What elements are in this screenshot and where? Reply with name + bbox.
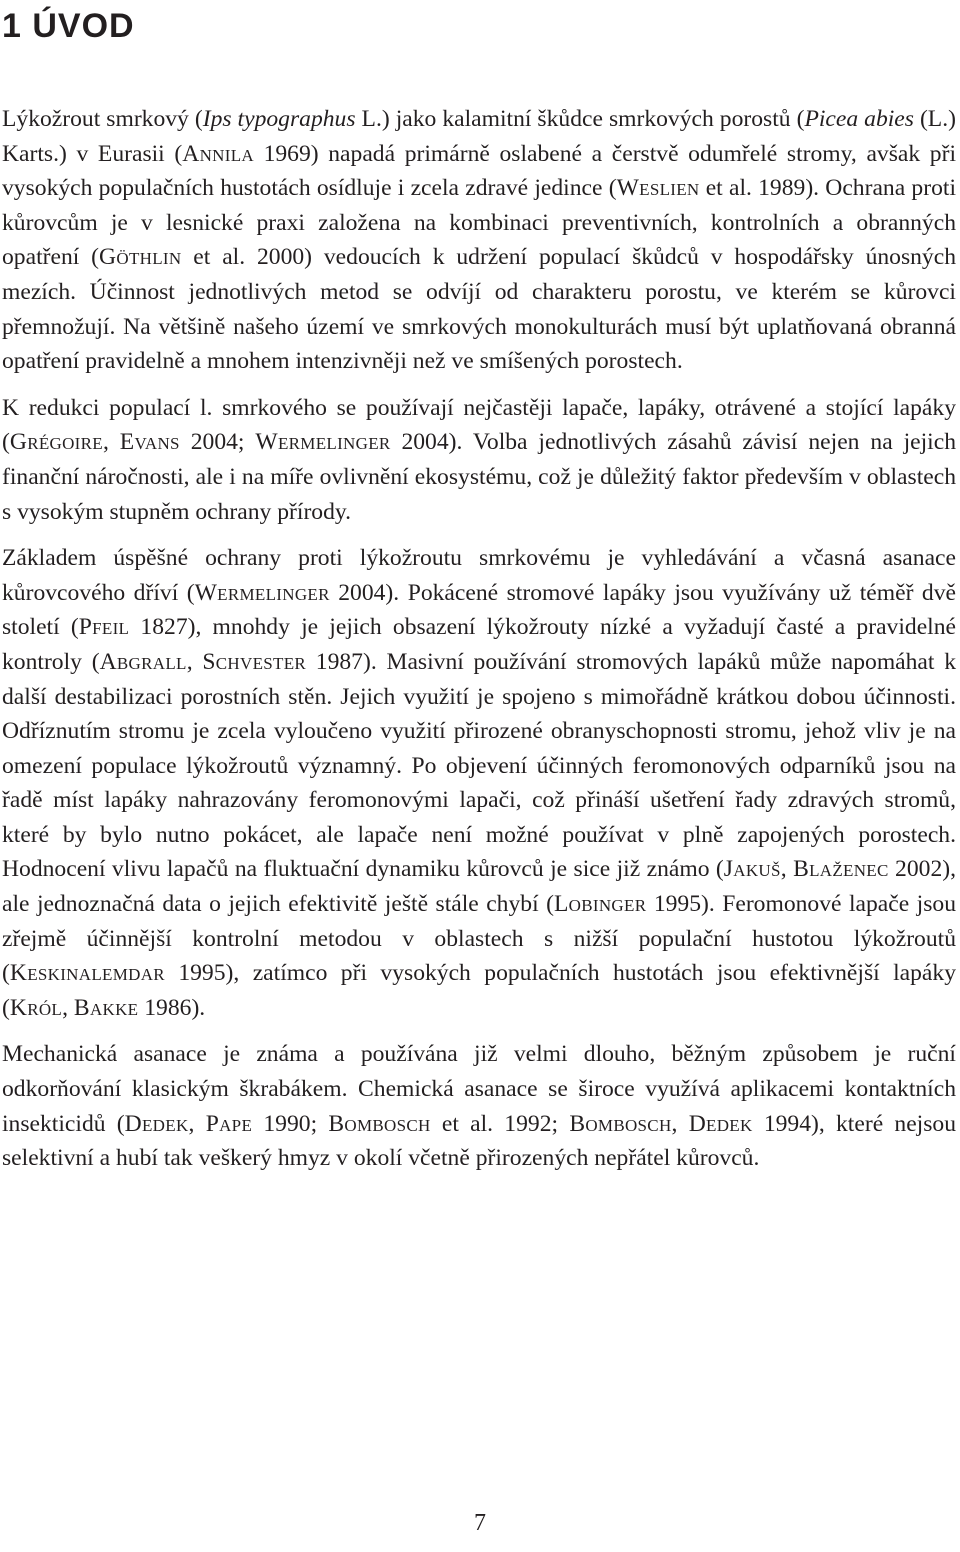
citation-author: Dedek	[688, 1110, 753, 1137]
citation-author: Weslien	[616, 175, 700, 202]
text-run: K redukci populací l. smrkového se používají nejčastěji lapače, lapáky, otrávené a stojící lapáky (	[2, 394, 956, 456]
body-text	[2, 102, 956, 1188]
text-run: ,	[780, 856, 794, 883]
citation-author: Annila	[182, 140, 254, 167]
citation-author: Jakuš	[723, 856, 781, 883]
citation-author: Schvester	[202, 648, 307, 675]
text-run: ,	[62, 994, 74, 1021]
citation-author: Dedek	[124, 1110, 189, 1137]
text-run: ,	[188, 1110, 206, 1137]
citation-author: Evans	[119, 429, 180, 456]
citation-author: Bombosch	[328, 1110, 431, 1137]
citation-author: Abgrall	[99, 648, 187, 675]
species-name: Ips typographus	[202, 106, 356, 132]
text-run: L.) jako kalamitní škůdce smrkových porostů (	[355, 106, 805, 132]
text-run: Základem úspěšné ochrany proti lýkožroutu smrkovému je vyhledávání a včasná asanace kůrovcového dříví (	[2, 545, 956, 606]
paragraph-asanation	[2, 1037, 956, 1175]
text-run: 1987). Masivní používání stromových lapáků může napomáhat k další destabilizaci porostních stěn. Jejich využití je spojeno s mimořádně krátkou dobou účinnosti. Odříznutím stromu je zcela vyloučeno využití přirozené obranyschopnosti stromu, jehož vliv je na omezení populace lýkožroutů významný. Po objevení účinných feromonových odparníků jsou na řadě míst lapáky nahrazovány feromonovými lapači, což přináší ušetření řady zdravých stromů, které by bylo nutno pokácet, ale lapače není možné používat v plně zapojených porostech. Hodnocení vlivu lapačů na fluktuační dynamiku kůrovců je sice již známo (	[2, 648, 957, 883]
citation-author: Wermelinger	[194, 579, 330, 606]
text-run: 1969) napadá primárně oslabené a čerstvě odumřelé stromy, avšak při vysokých populačních hustotách osídluje i zcela zdravé jedince (	[2, 140, 956, 202]
text-run: ,	[671, 1110, 689, 1137]
text-run: 1995), zatímco při vysokých populačních hustotách jsou efektivnější lapáky (	[2, 960, 956, 1021]
species-name: Picea abies	[804, 106, 914, 132]
citation-author: Wermelinger	[255, 429, 391, 456]
text-run: (L.) Karts.) v Eurasii (	[2, 106, 956, 167]
text-run: Lýkožrout smrkový (	[2, 106, 203, 132]
paragraph-intro	[2, 102, 956, 379]
text-run: 1827), mnohdy je jejich obsazení lýkožrouty nízké a vyžadují časté a pravidelné kontroly (	[2, 614, 956, 675]
chapter-heading: 1 ÚVOD	[2, 7, 135, 45]
citation-author: Bakke	[73, 994, 139, 1021]
text-run: 2004). Pokácené stromové lapáky jsou využívány už téměř dvě století (	[2, 579, 956, 641]
text-run: 1990;	[252, 1110, 329, 1137]
text-run: 1995). Feromonové lapače jsou zřejmě účinnější kontrolní metodou v oblastech s nižší populační hustotou lýkožroutů (	[2, 891, 956, 987]
citation-author: Pfeil	[78, 614, 130, 641]
citation-author: Król	[9, 994, 63, 1021]
text-run: et al. 1992;	[430, 1110, 570, 1137]
citation-author: Blaženec	[793, 856, 889, 883]
text-run: et al. 1989). Ochrana proti kůrovcům je v lesnické praxi založena na kombinaci preventivních, kontrolních a obranných opatření (	[2, 175, 956, 271]
paragraph-methods	[2, 391, 956, 529]
page-number: 7	[474, 1510, 486, 1536]
text-run: ,	[102, 429, 120, 456]
text-run: 1994), které nejsou selektivní a hubí tak veškerý hmyz v okolí včetně přirozených nepřátel kůrovců.	[2, 1110, 957, 1172]
text-run: Mechanická asanace je známa a používána již velmi dlouho, běžným způsobem je ruční odkorňování klasickým škrabákem. Chemická asanace se široce využívá aplikacemi kontaktních insekticidů (	[2, 1041, 956, 1137]
citation-author: Bombosch	[569, 1110, 672, 1137]
citation-author: Grégoire	[9, 429, 103, 456]
citation-author: Lobinger	[553, 891, 647, 918]
text-run: ,	[186, 648, 203, 675]
citation-author: Göthlin	[99, 244, 182, 271]
text-run: 2004). Volba jednotlivých zásahů závisí nejen na jejich finanční náročnosti, ale i na míře ovlivnění ekosystému, což je důležitý faktor především v oblastech s vysokým stupněm ochrany přírody.	[2, 429, 956, 525]
citation-author: Pape	[205, 1110, 253, 1137]
text-run: 2002), ale jednoznačná data o jejich efektivitě ještě stále chybí (	[2, 856, 956, 918]
text-run: 1986).	[138, 994, 206, 1021]
text-run: et al. 2000) vedoucích k udržení populací škůdců v hospodářsky únosných mezích. Účinnost jednotlivých metod se odvíjí od charakteru porostu, ve kterém se kůrovci přemnožují. Na většině našeho území ve smrkových monokulturách musí být uplatňovaná obranná opatření pravidelně a mnohem intenzivněji než ve smíšených porostech.	[2, 244, 957, 375]
text-run: 2004;	[179, 429, 256, 456]
paragraph-sanitation	[2, 541, 956, 1025]
citation-author: Keskinalemdar	[9, 960, 165, 987]
